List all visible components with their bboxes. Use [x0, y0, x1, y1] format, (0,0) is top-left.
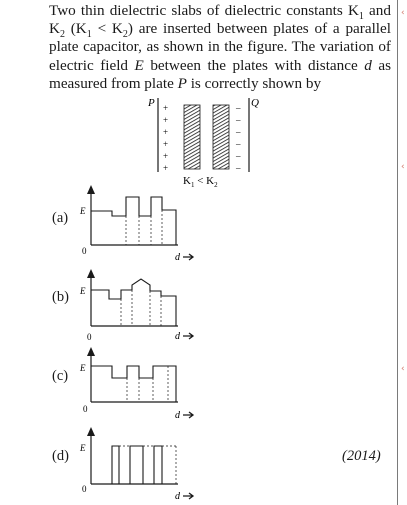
origin-label: 0 [83, 404, 88, 414]
plus-charge: + [163, 151, 169, 161]
margin-mark: ‹ [401, 162, 405, 172]
plus-charge: + [163, 103, 169, 113]
field-curve-b [91, 279, 176, 326]
slab-k1 [184, 105, 200, 169]
exam-year: (2014) [342, 448, 381, 464]
y-axis-arrow [87, 185, 95, 194]
plus-charge: + [163, 163, 169, 173]
x-axis-label: d [175, 410, 180, 421]
minus-charge: – [236, 103, 241, 113]
plus-charge: + [163, 139, 169, 149]
y-axis-label: E [80, 286, 86, 296]
x-axis-label: d [175, 491, 180, 502]
slab-k2 [213, 105, 229, 169]
origin-label: 0 [82, 484, 87, 494]
plate-p-label: P [148, 97, 155, 109]
field-curve-a [91, 197, 176, 245]
plate-q-label: Q [251, 97, 259, 109]
y-axis-label: E [80, 363, 86, 373]
margin-mark: ‹ [401, 8, 405, 18]
minus-charge: – [236, 151, 241, 161]
question-text: Two thin dielectric slabs of dielectric constants $K_1$ and $K_2$ $(K_1 < K_2)$ are inserted between plates of a parallel plate capacitor, as shown in the figure. The variation of electric field E between the plates with distance d as measured from plate P is correctly shown by [49, 2, 392, 92]
y-axis-label: E [80, 206, 86, 216]
margin-mark: ‹ [401, 364, 405, 374]
capacitor-diagram [147, 97, 259, 189]
plus-charge: + [163, 127, 169, 137]
graph-c [79, 347, 193, 421]
option-d-label: (d) [52, 448, 69, 464]
plate-p-charges [163, 103, 168, 173]
origin-label: 0 [82, 246, 87, 256]
field-curve-d [91, 446, 162, 484]
y-axis-label: E [80, 443, 86, 453]
minus-charge: – [236, 139, 241, 149]
option-a-label: (a) [52, 210, 69, 226]
slab-condition: $K_1 < K_2$ [183, 175, 218, 189]
graph-d [79, 427, 193, 502]
plus-charge: + [163, 115, 169, 125]
graph-a [79, 185, 193, 263]
field-curve-c [91, 366, 176, 402]
option-c-label: (c) [52, 368, 69, 384]
option-b-label: (b) [52, 289, 69, 305]
x-axis-label: d [175, 331, 180, 342]
minus-charge: – [236, 163, 241, 173]
x-axis-label: d [175, 252, 180, 263]
minus-charge: – [236, 115, 241, 125]
plate-q-charges [235, 103, 241, 173]
origin-label: 0 [87, 332, 92, 342]
minus-charge: – [236, 127, 241, 137]
graph-b [79, 269, 193, 342]
